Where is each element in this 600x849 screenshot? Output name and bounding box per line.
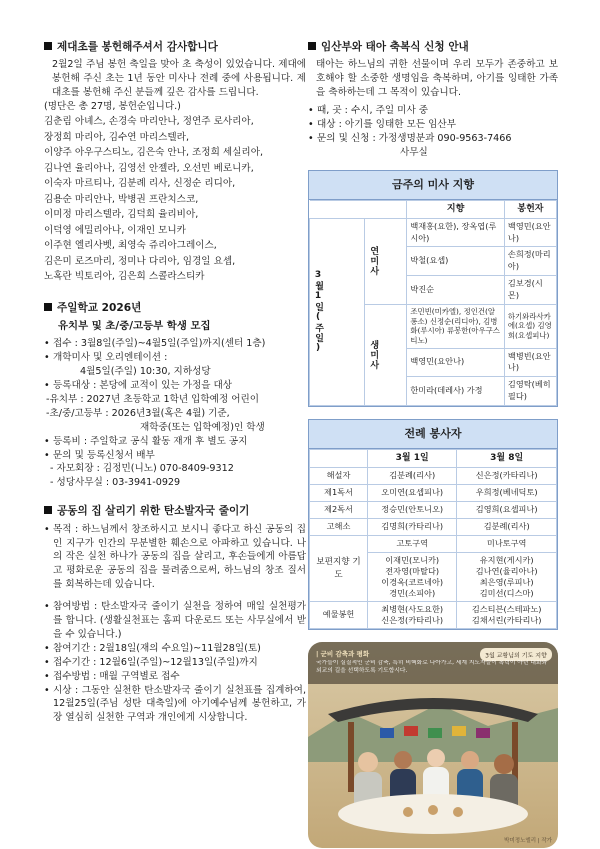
mass-col-donor: 봉헌자: [504, 200, 556, 218]
intent-cell: 박진순: [407, 276, 505, 305]
server-name: 김채서린(카타리나): [471, 615, 542, 626]
square-bullet-icon: [308, 42, 316, 50]
donor-cell: 김영탁(베히필다): [504, 377, 556, 406]
flag-shape: [476, 728, 490, 738]
prayer-servers-mar8: [457, 553, 557, 602]
target-line: 재학중(또는 입학예정)인 학생: [140, 421, 265, 433]
blessing-contact-sub: 사무실: [400, 146, 428, 158]
mass-intentions-box: [308, 170, 558, 407]
server-name: 신은정(카타리나): [381, 615, 444, 626]
illustration-caption: 국가들이 실질적인 군비 감축, 특히 비핵화로 나아가고, 세계 지도자들이 폭력이 아닌 대화와 외교의 길을 선택하도록 기도합시다.: [316, 660, 548, 675]
donor-cell: 김보경(시몬): [504, 276, 556, 305]
server-cell: 김분례(리사): [457, 519, 557, 536]
table-row: [310, 218, 557, 247]
table-row: [310, 519, 557, 536]
illustration-banner: | 군비 감축과 평화: [316, 650, 370, 659]
flag-shape: [380, 728, 394, 738]
prayer-intention-illustration: [308, 642, 558, 848]
server-cell: 오미연(요셉피나): [368, 485, 457, 502]
mass-col-intent: 지향: [407, 200, 505, 218]
candles-title: 제대초를 봉헌해주셔서 감사합니다: [44, 40, 306, 55]
liturgy-table: [309, 449, 557, 629]
person-head-shape: [461, 751, 479, 769]
table-row: [310, 602, 557, 629]
intent-cell: 백재홍(요한), 장옥엽(루시아): [407, 218, 505, 247]
flag-shape: [404, 726, 418, 736]
list-item: • 개학미사 및 오리엔테이션 :: [44, 351, 306, 365]
role-cell: 제2독서: [310, 502, 368, 519]
server-name: 경민(소피아): [389, 588, 436, 599]
candles-section: [44, 40, 306, 285]
server-cell: 신은정(카타리나): [457, 468, 557, 485]
server-name: 유지현(게시카): [479, 555, 534, 566]
intent-cell: 조민빈(미카엘), 정인건(알퐁소) 신정순(리디아), 김병화(루시아) 류봉한(아우구스티노): [407, 305, 505, 349]
server-cell: 김영희(요셉피나): [457, 502, 557, 519]
name-line: 김은미 로즈마리, 정미나 다리아, 임경일 요셉,: [44, 255, 236, 267]
flag-shape: [428, 728, 442, 738]
role-cell: 해설자: [310, 468, 368, 485]
blessing-body: 태아는 하느님의 귀한 선물이며 우리 모두가 존중하고 보호해야 할 소중한 생명임을 축복하며, 아기를 잉태한 가족을 축하하는데 그 목적이 있습니다.: [316, 59, 558, 99]
list-item: • 접수방법 : 매월 구역별로 접수: [44, 670, 306, 684]
list-item: • 등록대상 : 본당에 교적이 있는 가정을 대상: [44, 379, 306, 393]
prayer-area-header: 고토구역: [368, 536, 457, 553]
mass-blank-header: [310, 200, 407, 218]
name-line: 이덕영 에밀리아나, 이재인 모니카: [44, 224, 186, 236]
liturgy-title: 전례 봉사자: [309, 420, 557, 449]
square-bullet-icon: [44, 303, 52, 311]
blessing-title: 임산부와 태아 축복식 신청 안내: [308, 40, 558, 55]
blessing-section: [308, 40, 558, 160]
mass-group-memorial: 연미사: [368, 246, 379, 277]
carbon-title: 공동의 집 살리기 위한 탄소발자국 줄이기: [44, 504, 306, 519]
left-column: [44, 40, 306, 735]
name-line: 김춘림 아녜스, 손경숙 마리안나, 정연주 로사리아,: [44, 115, 254, 127]
flag-shape: [452, 726, 466, 736]
server-cell: 정승민(안토니오): [368, 502, 457, 519]
candles-body: 2월2일 주님 봉헌 축일을 맞아 초 축성이 있었습니다. 제대에 봉헌해 주신 초는 1년 동안 미사나 전례 중에 사용됩니다. 제대초를 봉헌해 주신 분들께 깊은 감사를 드립니다.: [52, 59, 306, 99]
sunday-school-section: [44, 301, 306, 490]
offering-servers-mar8: [457, 602, 557, 629]
carbon-method: • 참여방법 : 탄소발자국 줄이기 실천을 정하여 매일 실천평가를 합니다. (생활실천표는 홈피 다운로드 또는 사무실에서 받을 수 있습니다.): [44, 600, 306, 642]
role-cell: 예물봉헌: [310, 602, 368, 629]
intent-cell: 백영민(요안나): [407, 348, 505, 377]
table-row: [310, 502, 557, 519]
donor-cell: 백영민(요안나): [504, 218, 556, 247]
name-line: 장정희 마리아, 김수연 마리스텔라,: [44, 131, 189, 143]
candles-names: [44, 114, 306, 285]
list-item: • 참여기간 : 2월18일(재의 수요일)~11월28일(토): [44, 642, 306, 656]
target-line: -유치부 : 2027년 초등학교 1학년 입학예정 어린이: [46, 393, 260, 405]
name-line: 김나연 율리아나, 김영선 안젤라, 오선민 베로니카,: [44, 162, 254, 174]
intent-cell: 박철(요셉): [407, 247, 505, 276]
server-name: 김나연(율리아나): [475, 566, 538, 577]
illustration-badge: 3월 교황님의 기도 지향: [485, 652, 547, 660]
square-bullet-icon: [44, 42, 52, 50]
target-line: -초/중/고등부 : 2026년3월(혹은 4월) 기준,: [46, 407, 230, 419]
list-item: • 대상 : 아기를 잉태한 모든 임산부: [308, 118, 558, 132]
server-name: 김스티븐(스테파노): [471, 604, 542, 615]
list-item: • 접수기간 : 12월6일(주일)~12월13일(주일)까지: [44, 656, 306, 670]
carbon-section: [44, 504, 306, 725]
server-name: 전자영(마탈다): [385, 566, 440, 577]
liturgy-blank-header: [310, 450, 368, 468]
name-line: 이양주 아우구스티노, 김은숙 안나, 조정희 세실리아,: [44, 147, 264, 159]
mass-group-cell: [365, 305, 407, 406]
mass-date: 3월1일(주일): [313, 269, 324, 354]
orientation-time: 4월5일(주일) 10:30, 지하성당: [80, 366, 211, 378]
mass-date-cell: [310, 218, 365, 405]
candles-count-note: (명단은 총 27명, 봉헌순입니다.): [44, 101, 181, 113]
prayer-servers-mar1: [368, 553, 457, 602]
tea-cup-shape: [428, 805, 438, 815]
person-head-shape: [394, 751, 412, 769]
donor-cell: 백병빈(요안나): [504, 348, 556, 377]
liturgy-box: [308, 419, 558, 630]
table-row: [310, 468, 557, 485]
table-row: [310, 536, 557, 553]
name-line: 이주현 엘리사벳, 최영숙 쥬리아그레이스,: [44, 240, 217, 252]
illustration-svg: [308, 642, 558, 848]
name-line: 이숙자 마르티나, 김분례 리사, 신정순 리디아,: [44, 178, 236, 190]
person-head-shape: [494, 754, 514, 774]
tea-cup-shape: [403, 807, 413, 817]
mass-title: 금주의 미사 지향: [309, 171, 557, 200]
liturgy-col-mar8: 3월 8일: [457, 450, 557, 468]
role-cell: 고해소: [310, 519, 368, 536]
right-column: [308, 40, 558, 848]
offering-servers-mar1: [368, 602, 457, 629]
donor-cell: 손희정(마리아): [504, 247, 556, 276]
prayer-area-header: 미나토구역: [457, 536, 557, 553]
square-bullet-icon: [44, 506, 52, 514]
role-cell: 보편지향 기 도: [310, 536, 368, 602]
contact-line: - 자모회장 : 김정민(니노) 070-8409-9312: [50, 463, 234, 475]
list-item: • 등록비 : 주일학교 공식 활동 재개 후 별도 공지: [44, 435, 306, 449]
pillar-shape: [348, 722, 354, 792]
server-name: 김미선(디스마): [479, 588, 534, 599]
person-head-shape: [427, 749, 445, 767]
name-line: 김용순 마리안나, 박병권 프란치스코,: [44, 193, 199, 205]
person-head-shape: [358, 752, 378, 772]
sunday-school-subtitle: 유치부 및 초/중/고등부 학생 모집: [58, 320, 211, 333]
contact-line: - 성당사무실 : 03-3941-0929: [50, 477, 181, 489]
liturgy-col-mar1: 3월 1일: [368, 450, 457, 468]
mass-group-living: 생미사: [368, 340, 379, 371]
carbon-purpose: • 목적 : 하느님께서 창조하시고 보시니 좋다고 하신 공동의 집인 지구가 인간의 무분별한 훼손으로 아파하고 있습니다. 나의 작은 실천 하나가 공동의 집을 살리고, 후손들에게 아름답고 평화로운 공동의 집을 물려줌으로써, 하느님의 창조 질서를 회복하는데 있습니다.: [44, 523, 306, 593]
server-name: 이경옥(코르네아): [381, 577, 444, 588]
server-cell: 우희정(베네딕토): [457, 485, 557, 502]
sunday-school-title: 주일학교 2026년: [44, 301, 306, 316]
mass-table: [309, 200, 557, 406]
list-item: • 문의 및 신청 : 가정생명분과 090-9563-7466: [308, 132, 558, 146]
list-item: • 문의 및 등록신청서 배부: [44, 449, 306, 463]
name-line: 이미정 마리스텔라, 김덕희 율리비아,: [44, 209, 199, 221]
illustration-caption-wrap: [316, 660, 552, 684]
illustration-credit: 박미정노엘리 | 작가: [504, 838, 552, 845]
mass-group-cell: [365, 218, 407, 304]
server-cell: 김명희(카타리나): [368, 519, 457, 536]
carbon-award: • 시상 : 그동안 실천한 탄소발자국 줄이기 실천표를 집계하여, 12월25일(주님 성탄 대축일)에 아기예수님께 봉헌하고, 가장 열심히 실천한 구역과 개인에게 시상합니다.: [44, 684, 306, 726]
donor-cell: 하기와라사카에(요셉) 김영희(요셉피나): [504, 305, 556, 349]
server-name: 이재민(모니카): [385, 555, 440, 566]
list-item: • 접수 : 3월8일(주일)~4월5일(주일)까지(센터 1층): [44, 337, 306, 351]
name-line: 노혹란 빅토리아, 김은희 스콜라스티카: [44, 271, 205, 283]
server-cell: 김분례(리사): [368, 468, 457, 485]
server-name: 최병현(사도요한): [381, 604, 444, 615]
list-item: • 때, 곳 : 수시, 주일 미사 중: [308, 104, 558, 118]
role-cell: 제1독서: [310, 485, 368, 502]
table-row: [310, 485, 557, 502]
tea-cup-shape: [453, 807, 463, 817]
server-name: 최은영(루피나): [479, 577, 534, 588]
intent-cell: 한미라(데레사) 가정: [407, 377, 505, 406]
